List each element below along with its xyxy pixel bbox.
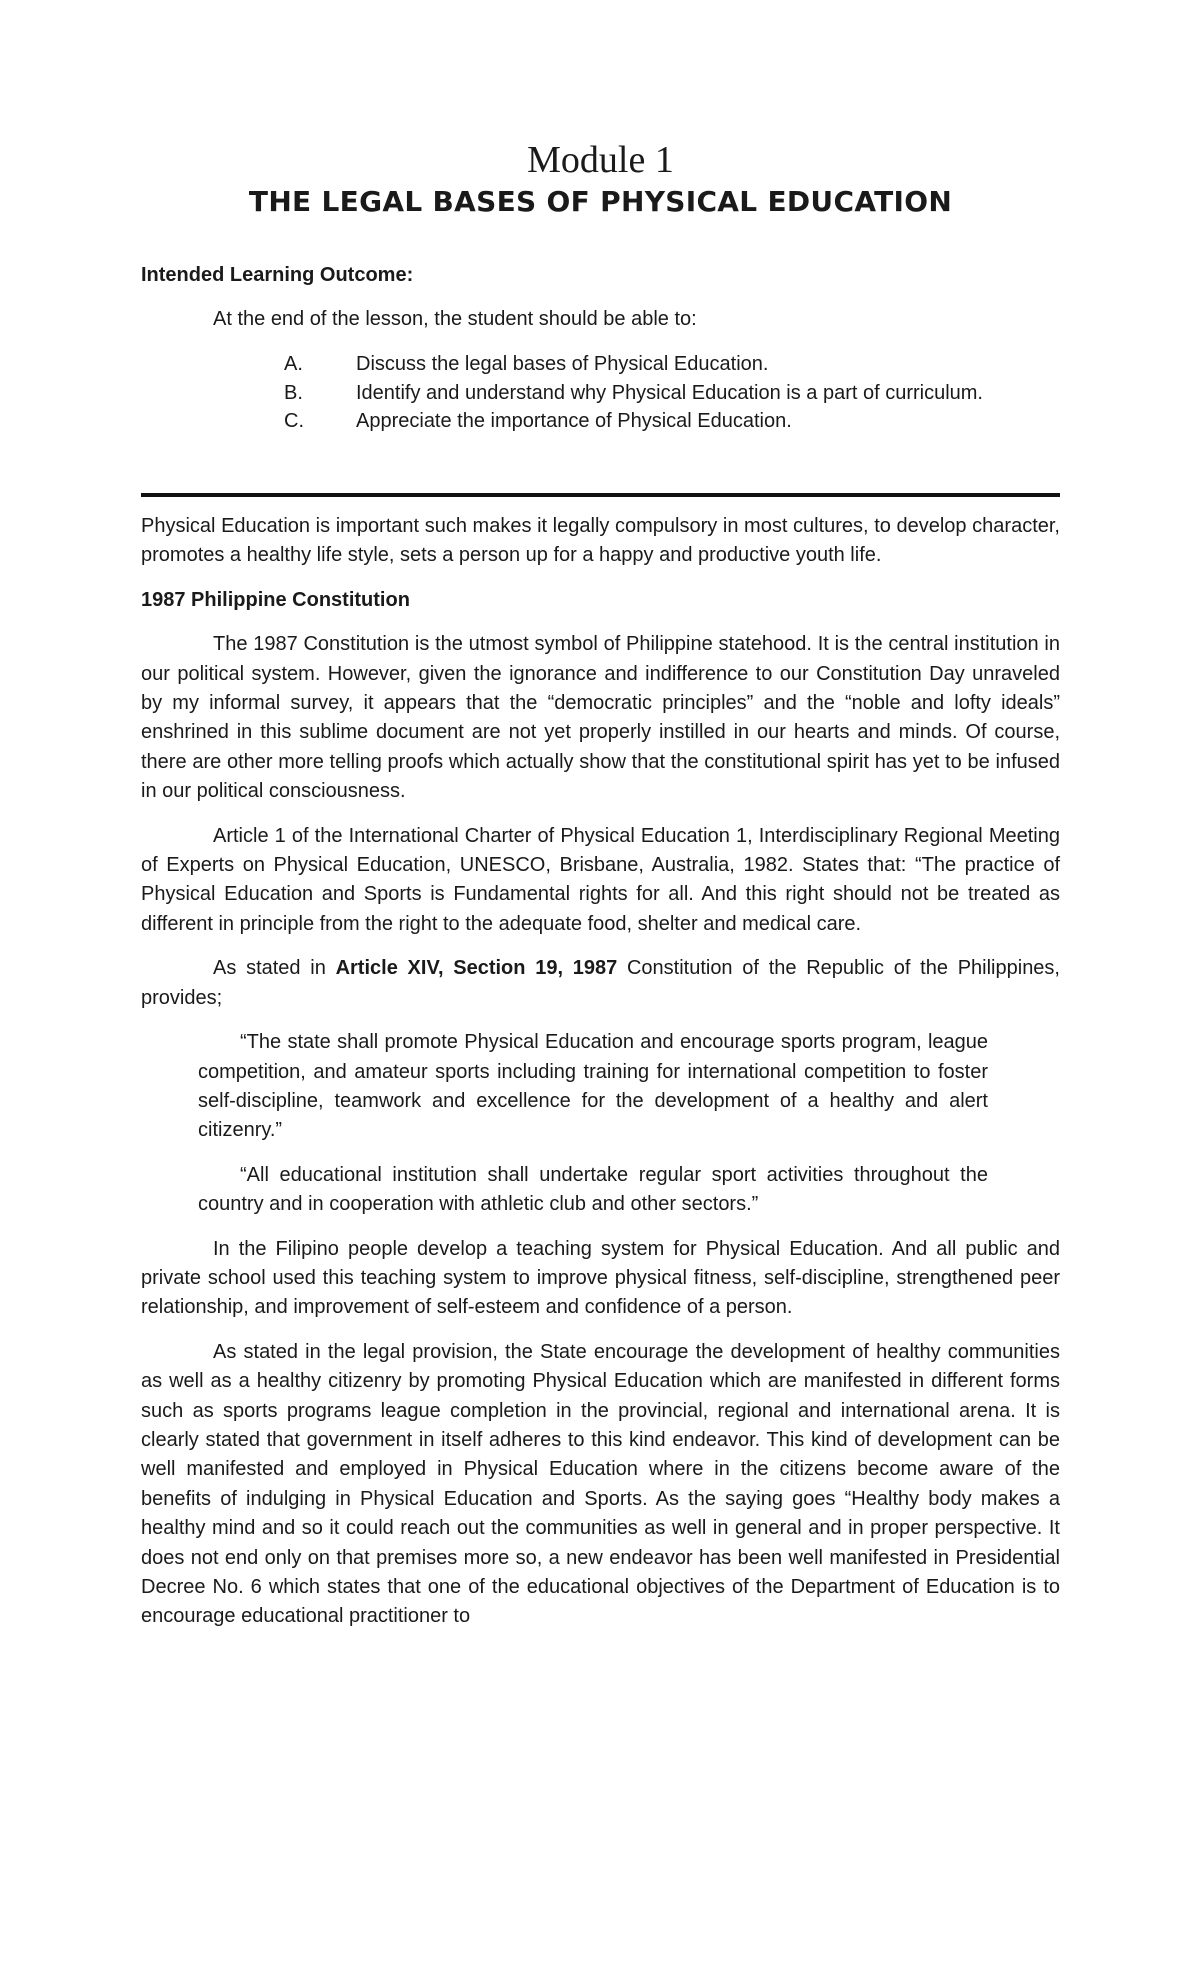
ilo-heading: Intended Learning Outcome: (141, 264, 414, 286)
article14-suffix: Constitution of the Republic of the Philippines, provides; (141, 957, 1060, 1009)
intro-paragraph: Physical Education is important such makes it legally compulsory in most cultures, to develop character, promotes a healthy life style, sets a person up for a happy and productive youth life. (141, 515, 1060, 567)
constitution-quote: “All educational institution shall undertake regular sport activities throughout the country and in cooperation with athletic club and other sectors.” (198, 1163, 988, 1216)
objective-letter: C. (284, 410, 304, 432)
objective-letter: A. (284, 353, 303, 375)
ilo-intro: At the end of the lesson, the student should be able to: (213, 308, 697, 330)
objective-item (284, 350, 1060, 379)
constitution-quote: “The state shall promote Physical Education and encourage sports program, league competition, and amateur sports including training for international competition to foster self-discipline, teamwork and excellence for the development of a healthy and alert citizenry.” (198, 1031, 988, 1142)
article14-paragraph (141, 954, 1060, 1013)
objective-text: Identify and understand why Physical Education is a part of curriculum. (356, 381, 983, 404)
objectives-list (284, 350, 1060, 436)
objective-item (284, 379, 1060, 408)
constitution-paragraph: The 1987 Constitution is the utmost symbol of Philippine statehood. It is the central institution in our political system. However, given the ignorance and indifference to our Constitution Day unraveled by my informal survey, it appears that the “democratic principles” and the “noble and lofty ideals” enshrined in this sublime document are not yet properly instilled in our hearts and minds. Of course, there are other more telling proofs which actually show that the constitutional spirit has yet to be infused in our political consciousness. (141, 633, 1060, 803)
article14-prefix: As stated in (213, 957, 336, 980)
objective-text: Appreciate the importance of Physical Education. (356, 410, 792, 432)
article1-paragraph: Article 1 of the International Charter of Physical Education 1, Interdisciplinary Regional Meeting of Experts on Physical Education, UNESCO, Brisbane, Australia, 1982. States that: “The practice of Physical Education and Sports is Fundamental rights for all. And this right should not be treated as different in principle from the right to the adequate food, shelter and medical care. (141, 824, 1060, 935)
module-title: Module 1 (527, 139, 674, 181)
section-divider (141, 493, 1060, 497)
page-title: THE LEGAL BASES OF PHYSICAL EDUCATION (248, 185, 953, 218)
objective-item (284, 407, 1060, 436)
legal-provision-paragraph: As stated in the legal provision, the State encourage the development of healthy communities as well as a healthy citizenry by promoting Physical Education which are manifested in different forms such as sports programs league completion in the provincial, regional and international arena. It is clearly stated that government in itself adheres to this kind endeavor. This kind of development can be well manifested and employed in Physical Education where in the citizens become aware of the benefits of indulging in Physical Education and Sports. As the saying goes “Healthy body makes a healthy mind and so it could reach out the communities as well in general and in proper perspective. It does not end only on that premises more so, a new endeavor has been well manifested in Presidential Decree No. 6 which states that one of the educational objectives of the Department of Education is to encourage educational practitioner to (141, 1340, 1060, 1628)
body-text (141, 512, 1060, 1647)
objective-letter: B. (284, 381, 303, 404)
article14-citation: Article XIV, Section 19, 1987 (335, 957, 618, 980)
section-heading: 1987 Philippine Constitution (141, 588, 410, 611)
filipino-paragraph: In the Filipino people develop a teaching system for Physical Education. And all public and private school used this teaching system to improve physical fitness, self-discipline, strengthened peer relationship, and improvement of self-esteem and confidence of a person. (141, 1237, 1060, 1319)
objective-text: Discuss the legal bases of Physical Education. (356, 353, 769, 375)
